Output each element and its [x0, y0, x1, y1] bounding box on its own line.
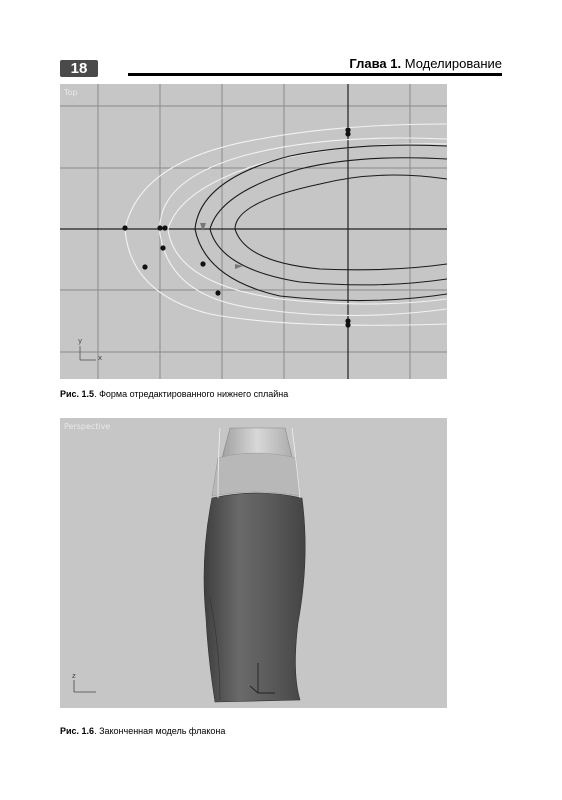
- bottle-shoulder: [212, 453, 300, 496]
- bottle-model[interactable]: [204, 428, 305, 702]
- axis-label-y: y: [78, 337, 83, 345]
- figure-1-5-text: . Форма отредактированного нижнего сплайна: [94, 389, 289, 399]
- top-viewport-label[interactable]: Top: [64, 88, 78, 97]
- chapter-header: [349, 56, 502, 71]
- page-number: 18: [60, 60, 98, 77]
- figure-1-5-caption: [60, 389, 288, 399]
- axis-tripod: [80, 346, 96, 360]
- axis-tripod: [74, 680, 96, 692]
- perspective-viewport-canvas: [60, 418, 447, 708]
- figure-1-6-text: . Законченная модель флакона: [94, 726, 226, 736]
- top-viewport-canvas: [60, 84, 447, 379]
- axis-label-z: z: [72, 672, 76, 680]
- header-rule: [128, 73, 502, 76]
- figure-1-6-caption: [60, 726, 225, 736]
- outer-splines: [125, 124, 447, 325]
- chapter-title: Моделирование: [404, 56, 502, 71]
- chapter-label: Глава 1.: [349, 56, 402, 71]
- viewport-grid: [60, 84, 447, 379]
- axis-label-x: x: [98, 354, 103, 362]
- perspective-viewport[interactable]: [60, 418, 447, 708]
- home-grid-axes: [60, 84, 447, 379]
- perspective-viewport-label[interactable]: Perspective: [64, 422, 111, 431]
- top-viewport[interactable]: [60, 84, 447, 379]
- figure-1-5-number: Рис. 1.5: [60, 389, 95, 399]
- figure-1-6-number: Рис. 1.6: [60, 726, 95, 736]
